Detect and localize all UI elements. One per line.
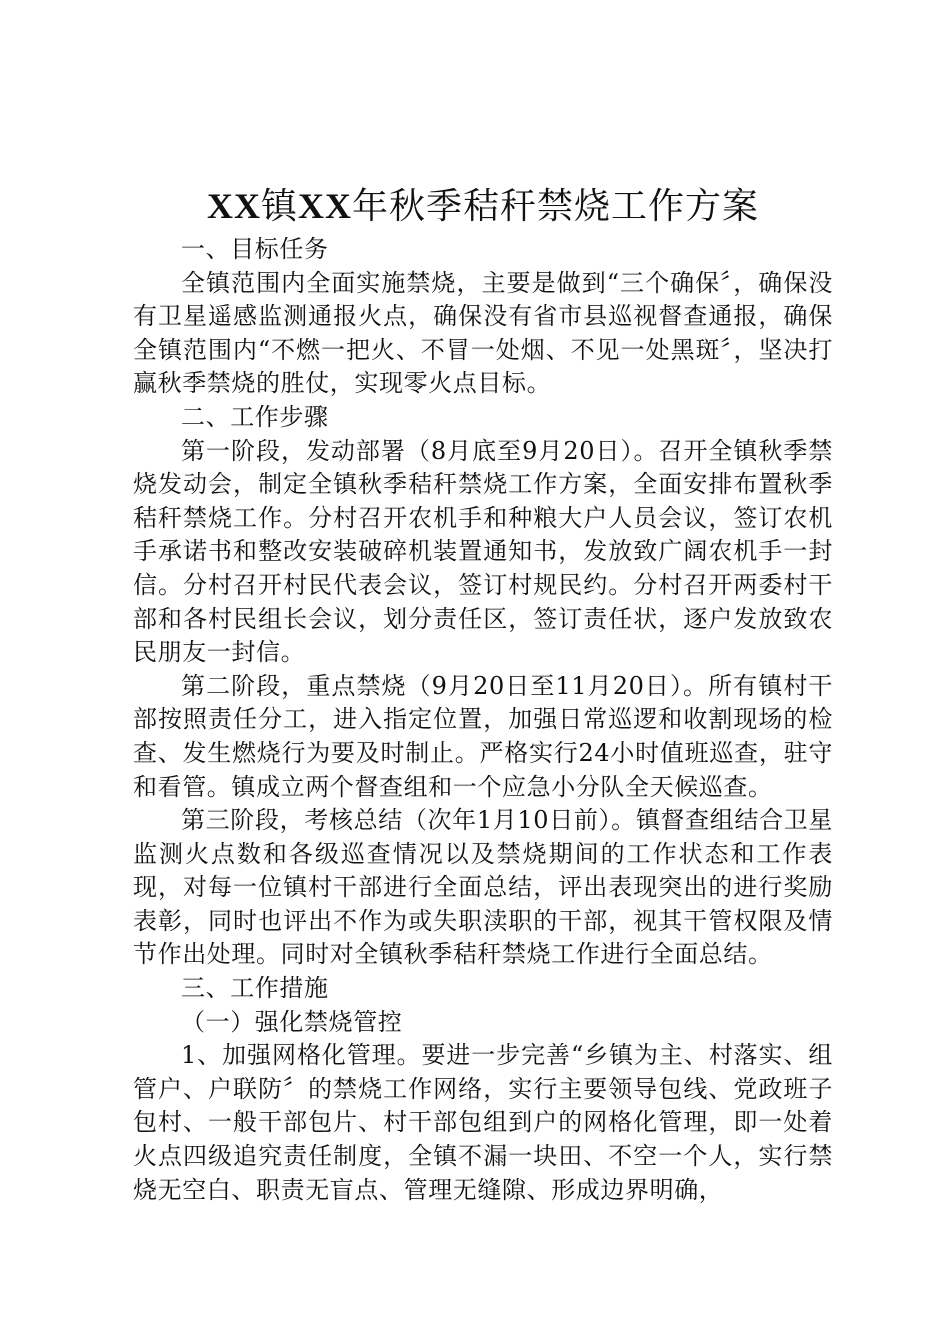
document-title	[133, 180, 833, 233]
title-part1: 镇	[260, 186, 298, 227]
paragraph-stage-two: 第二阶段，重点禁烧（9月20日至11月20日）。所有镇村干部按照责任分工，进入指定位置，加强日常巡逻和收割现场的检查、发生燃烧行为要及时制止。严格实行24小时值班巡查，驻守和看管。镇成立两个督查组和一个应急小分队全天候巡查。	[133, 671, 833, 801]
section-heading-measures: 三、工作措施	[181, 974, 329, 1003]
title-part2: 年秋季秸秆禁烧工作方案	[352, 186, 760, 227]
title-mid: XX	[298, 186, 352, 226]
subsection-heading-control: （一）强化禁烧管控	[181, 1007, 403, 1036]
document-page	[133, 180, 833, 1207]
paragraph-goals: 全镇范围内全面实施禁烧，主要是做到“三个确保〞，确保没有卫星遥感监测通报火点，确保没有省市县巡视督查通报，确保全镇范围内“不燃一把火、不冒一处烟、不见一处黑斑〞，坚决打赢秋季禁烧的胜仗，实现零火点目标。	[133, 268, 833, 398]
title-prefix: XX	[206, 186, 261, 226]
section-heading-steps: 二、工作步骤	[181, 402, 329, 431]
paragraph-stage-one: 第一阶段，发动部署（8月底至9月20日）。召开全镇秋季禁烧发动会，制定全镇秋季秸秆禁烧工作方案，全面安排布置秋季秸秆禁烧工作。分村召开农机手和种粮大户人员会议，签订农机手承诺书和整改安装破碎机装置通知书，发放致广阔农机手一封信。分村召开村民代表会议，签订村规民约。分村召开两委村干部和各村民组长会议，划分责任区，签订责任状，逐户发放致农民朋友一封信。	[133, 436, 833, 667]
paragraph-stage-three: 第三阶段，考核总结（次年1月10日前）。镇督查组结合卫星监测火点数和各级巡查情况以及禁烧期间的工作状态和工作表现，对每一位镇村干部进行全面总结，评出表现突出的进行奖励表彰，同时也评出不作为或失职渎职的干部，视其干管权限及情节作出处理。同时对全镇秋季秸秆禁烧工作进行全面总结。	[133, 806, 833, 969]
paragraph-grid-management: 1、加强网格化管理。要进一步完善“乡镇为主、村落实、组管户、户联防〞的禁烧工作网络，实行主要领导包线、党政班子包村、一般干部包片、村干部包组到户的网格化管理，即一处着火点四级追究责任制度，全镇不漏一块田、不空一个人，实行禁烧无空白、职责无盲点、管理无缝隙、形成边界明确，	[133, 1041, 833, 1204]
section-heading-goals: 一、目标任务	[181, 235, 329, 263]
